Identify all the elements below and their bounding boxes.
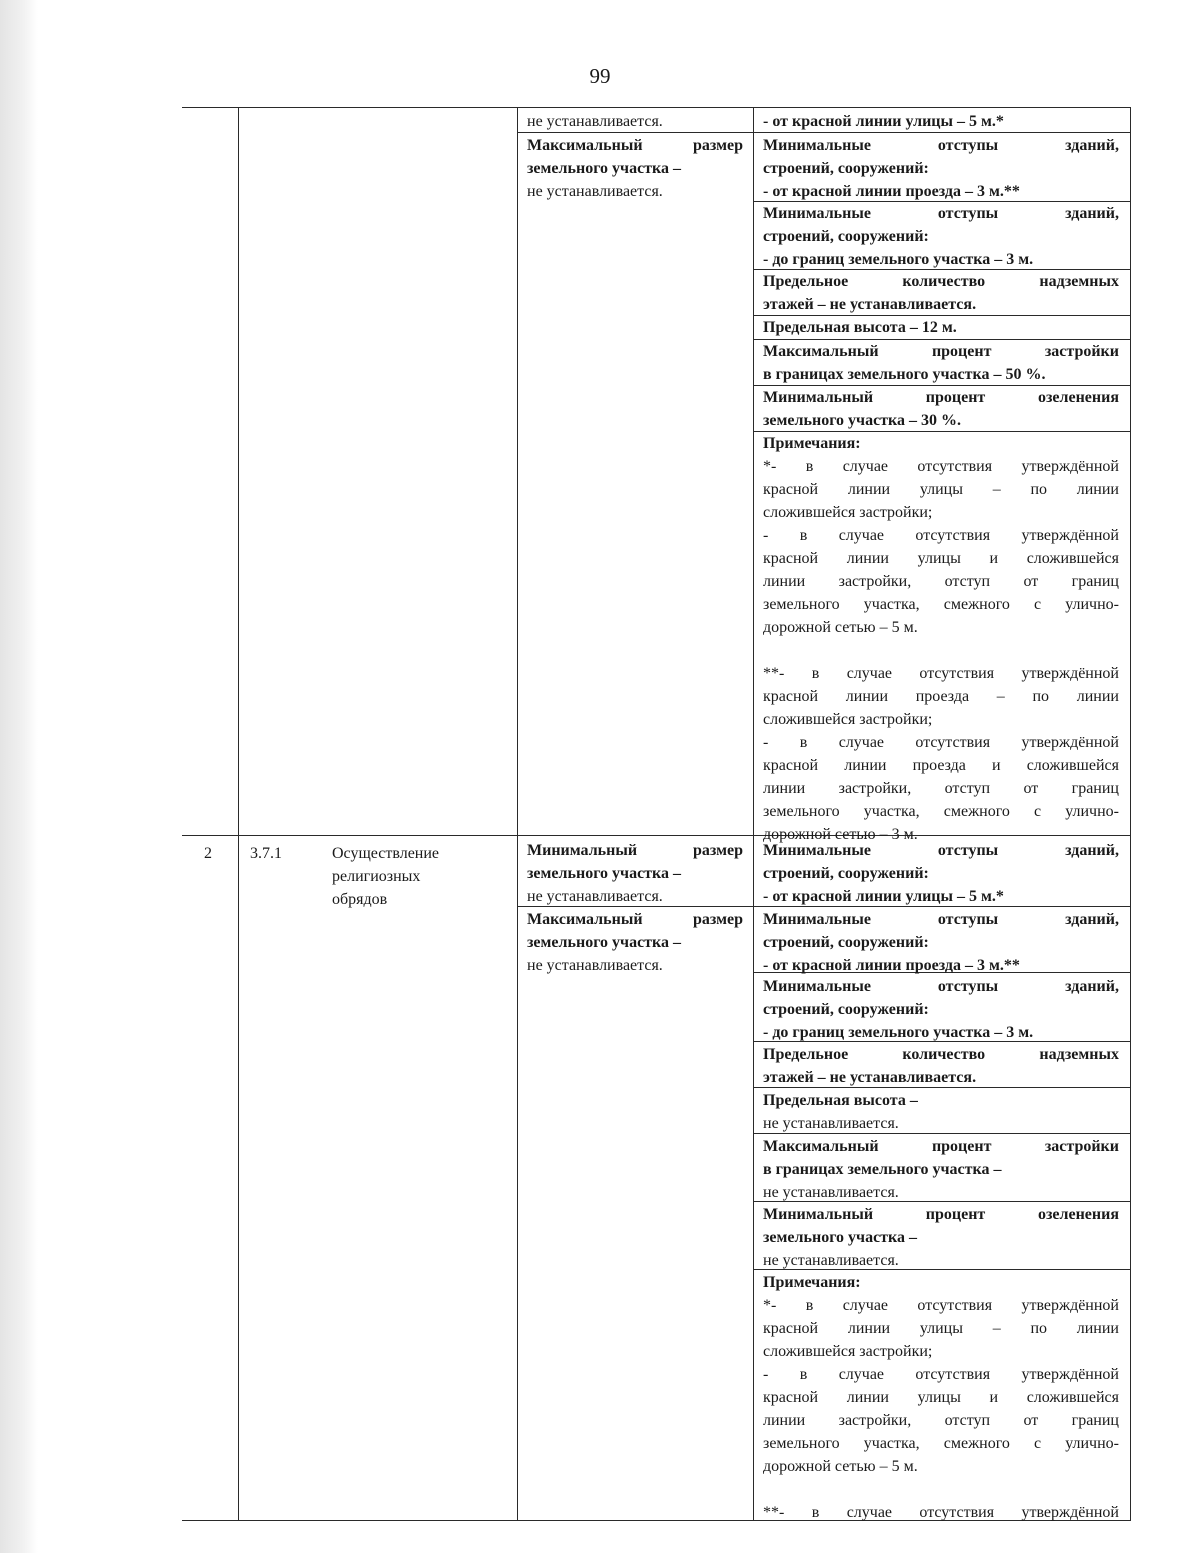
setback-street-cell: - от красной линии улицы – 5 м.* xyxy=(763,113,1004,130)
page-number: 99 xyxy=(589,64,611,88)
col-divider-4 xyxy=(753,107,754,1521)
setback-border-cell: Минимальные отступы зданий, строений, сооружений: - до границ земельного участка – 3 м. xyxy=(763,205,1119,268)
use-name: Осуществление религиозных обрядов xyxy=(332,845,440,908)
floors-cell: Предельное количество надземных этажей – не устанавливается. xyxy=(763,1046,1119,1086)
size-continuation: не устанавливается. xyxy=(527,113,663,130)
setback-border-cell: Минимальные отступы зданий, строений, сооружений: - до границ земельного участка – 3 м. xyxy=(763,978,1119,1041)
notes-cell: Примечания: *- в случае отсутствия утверждённой красной линии улицы – по линии сложившейся застройки; - в случае отсутствия утверждённой красной линии улицы и сложившейся линии застройки, отступ от границ земельного участка, смежного с улично- дорожной сетью – 5 м. **- в случае отсутствия утверждённой красной линии проезда – по линии сложившейся застройки; - в случае отсутствия утверждённой красной линии проезда и сложившейся линии застройки, отступ от границ земельного участка, смежного с улично- дорожной сетью – 3 м. xyxy=(763,435,1119,843)
setback-street-cell: Минимальные отступы зданий, строений, сооружений: - от красной линии улицы – 5 м.* xyxy=(763,842,1119,905)
setback-road-cell: Минимальные отступы зданий, строений, сооружений: - от красной линии проезда – 3 м.** xyxy=(763,137,1119,200)
build-percent-cell: Максимальный процент застройки в границах земельного участка – 50 %. xyxy=(763,343,1119,383)
notes-cell: Примечания: *- в случае отсутствия утверждённой красной линии улицы – по линии сложившейся застройки; - в случае отсутствия утверждённой красной линии улицы и сложившейся линии застройки, отступ от границ земельного участка, смежного с улично- дорожной сетью – 5 м. **- в случае отсутствия утверждённой xyxy=(763,1274,1119,1521)
green-percent-cell: Минимальный процент озеленения земельного участка – не устанавливается. xyxy=(763,1206,1119,1269)
use-code: 3.7.1 xyxy=(250,845,282,862)
height-cell: Предельная высота – не устанавливается. xyxy=(763,1092,918,1132)
scan-edge xyxy=(0,0,38,1553)
table-top-border xyxy=(182,107,1131,108)
setback-road-cell: Минимальные отступы зданий, строений, сооружений: - от красной линии проезда – 3 м.** xyxy=(763,911,1119,974)
height-cell: Предельная высота – 12 м. xyxy=(763,319,957,336)
max-size-cell: Максимальный размер земельного участка – не устанавливается. xyxy=(527,911,743,974)
col-divider-1 xyxy=(238,107,239,1521)
col-divider-3 xyxy=(517,107,518,1521)
min-size-cell: Минимальный размер земельного участка – не устанавливается. xyxy=(527,842,743,905)
row-number: 2 xyxy=(204,845,212,862)
table-right-border xyxy=(1130,107,1131,1521)
green-percent-cell: Минимальный процент озеленения земельного участка – 30 %. xyxy=(763,389,1119,429)
build-percent-cell: Максимальный процент застройки в границах земельного участка – не устанавливается. xyxy=(763,1138,1119,1201)
floors-cell: Предельное количество надземных этажей – не устанавливается. xyxy=(763,273,1119,313)
max-size-cell: Максимальный размер земельного участка – не устанавливается. xyxy=(527,137,743,200)
